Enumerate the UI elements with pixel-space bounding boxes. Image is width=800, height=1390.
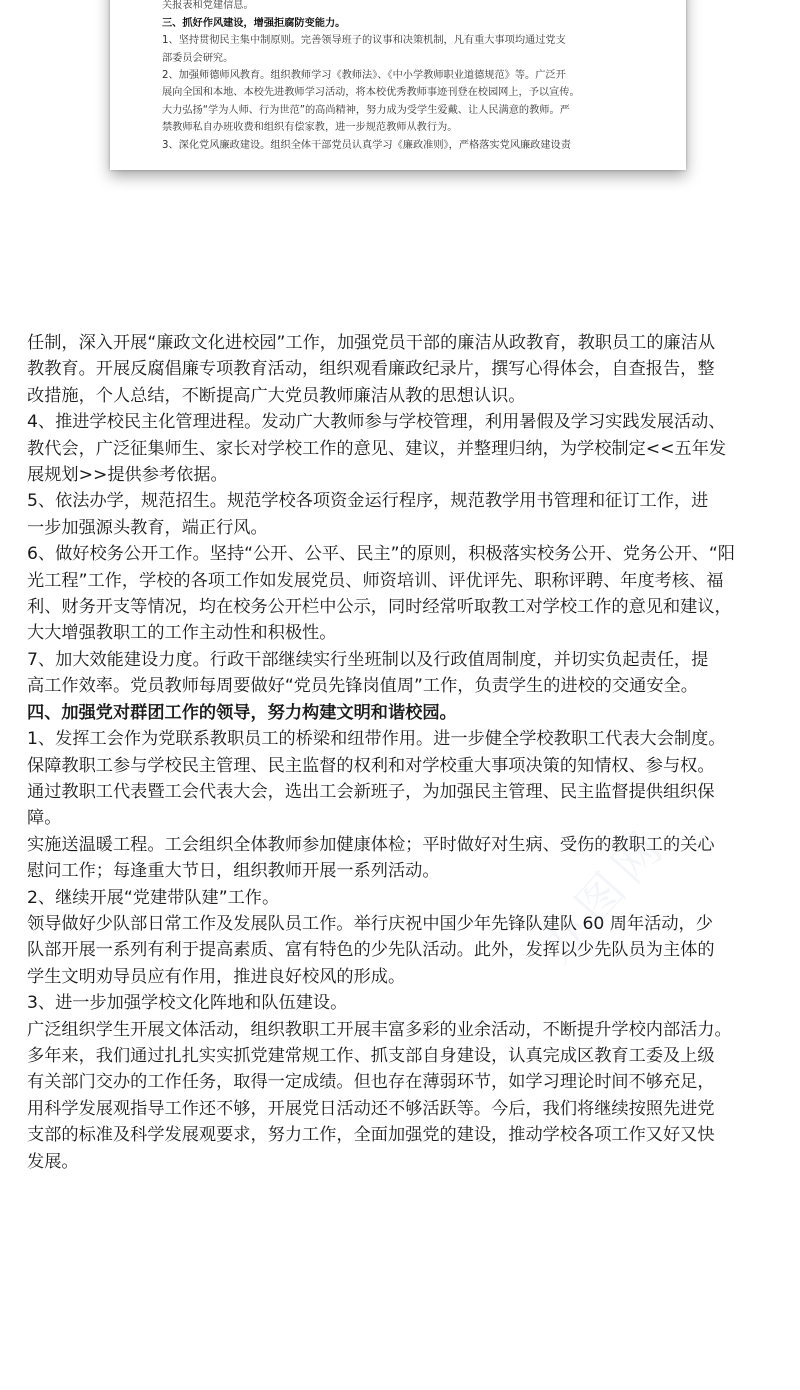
text-line: 部委员会研究。 [162,52,234,64]
text-line: 关报表和党建信息。 [162,0,254,12]
text-line: 2、加强师德师风教育。组织教师学习《教师法》、《中小学教师职业道德规范》等。广泛开 [162,70,566,82]
text-line: 1、发挥工会作为党联系教职员工的桥梁和纽带作用。进一步健全学校教职工代表大会制度。 [27,729,726,750]
text-line: 利、财务开支等情况，均在校务公开栏中公示，同时经常听取教工对学校工作的意见和建议， [27,597,732,618]
document-body [27,330,779,1175]
text-line: 展规划>>提供参考依据。 [27,465,228,486]
text-line: 教代会，广泛征集师生、家长对学校工作的意见、建议，并整理归纳，为学校制定<<五年发 [27,438,727,459]
text-line: 6、做好校务公开工作。坚持“公开、公平、民主”的原则，积极落实校务公开、党务公开、“阳 [27,544,735,565]
text-line: 3、进一步加强学校文化阵地和队伍建设。 [27,993,348,1014]
text-line: 一步加强源头教育，端正行风。 [27,517,268,538]
text-line: 障。 [27,808,62,829]
text-line: 保障教职工参与学校民主管理、民主监督的权利和对学校重大事项决策的知情权、参与权。 [27,755,715,776]
text-line: 2、继续开展“党建带队建”工作。 [27,887,280,908]
text-line: 实施送温暖工程。工会组织全体教师参加健康体检；平时做好对生病、受伤的教职工的关心 [27,834,715,855]
text-line: 5、依法办学，规范招生。规范学校各项资金运行程序，规范教学用书管理和征订工作，进 [27,491,709,512]
text-line: 通过教职工代表暨工会代表大会，选出工会新班子，为加强民主管理、民主监督提供组织保 [27,781,715,802]
text-line: 大大增强教职工的工作主动性和积极性。 [27,623,337,644]
section-heading: 四、加强党对群团工作的领导，努力构建文明和谐校园。 [27,702,457,723]
text-line: 任制，深入开展“廉政文化进校园”工作，加强党员干部的廉洁从政教育，教职员工的廉洁从 [27,333,716,353]
section-heading: 三、抓好作风建设，增强拒腐防变能力。 [162,17,346,29]
text-line: 大力弘扬“学为人师、行为世范”的高尚精神，努力成为受学生爱戴、让人民满意的教师。严 [162,104,570,116]
text-line: 3、深化党风廉政建设。组织全体干部党员认真学习《廉政准则》，严格落实党风廉政建设责 [162,139,571,151]
text-line: 多年来，我们通过扎扎实实抓党建常规工作、抓支部自身建设，认真完成区教育工委及上级 [27,1045,715,1066]
document-preview [0,0,800,200]
preview-page [110,0,686,170]
text-line: 发展。 [27,1151,79,1172]
text-line: 领导做好少队部日常工作及发展队员工作。举行庆祝中国少年先锋队建队 60 周年活动，少 [27,913,713,934]
text-line: 队部开展一系列有利于提高素质、富有特色的少先队活动。此外，发挥以少先队员为主体的 [27,940,715,961]
watermark: 办图网 [528,816,678,974]
text-line: 慰问工作；每逢重大节日，组织教师开展一系列活动。 [27,861,440,882]
text-line: 4、推进学校民主化管理进程。发动广大教师参与学校管理，利用暑假及学习实践发展活动、 [27,412,726,433]
text-line: 高工作效率。党员教师每周要做好“党员先锋岗值周”工作，负责学生的进校的交通安全。 [27,676,698,697]
text-line: 展向全国和本地、本校先进教师学习活动，将本校优秀教师事迹刊登在校园网上，予以宣传。 [162,87,580,99]
text-line: 学生文明劝导员应有作用，推进良好校风的形成。 [27,966,406,987]
text-line: 有关部门交办的工作任务，取得一定成绩。但也存在薄弱环节，如学习理论时间不够充足， [27,1072,715,1093]
text-line: 禁教师私自办班收费和组织有偿家教，进一步规范教师从教行为。 [162,122,458,134]
text-line: 支部的标准及科学发展观要求，努力工作，全面加强党的建设，推动学校各项工作又好又快 [27,1125,715,1146]
text-line: 广泛组织学生开展文体活动，组织教职工开展丰富多彩的业余活动，不断提升学校内部活力。 [27,1019,732,1040]
text-line: 1、坚持贯彻民主集中制原则。完善领导班子的议事和决策机制，凡有重大事项均通过党支 [162,35,566,47]
text-line: 光工程”工作，学校的各项工作如发展党员、师资培训、评优评先、职称评聘、年度考核、福 [27,570,724,591]
text-line: 改措施，个人总结，不断提高广大党员教师廉洁从教的思想认识。 [27,385,526,406]
text-line: 用科学发展观指导工作还不够，开展党日活动还不够活跃等。今后，我们将继续按照先进党 [27,1098,715,1119]
text-line: 7、加大效能建设力度。行政干部继续实行坐班制以及行政值周制度，并切实负起责任，提 [27,649,709,670]
text-line: 教教育。开展反腐倡廉专项教育活动，组织观看廉政纪录片，撰写心得体会，自查报告，整 [27,359,715,380]
